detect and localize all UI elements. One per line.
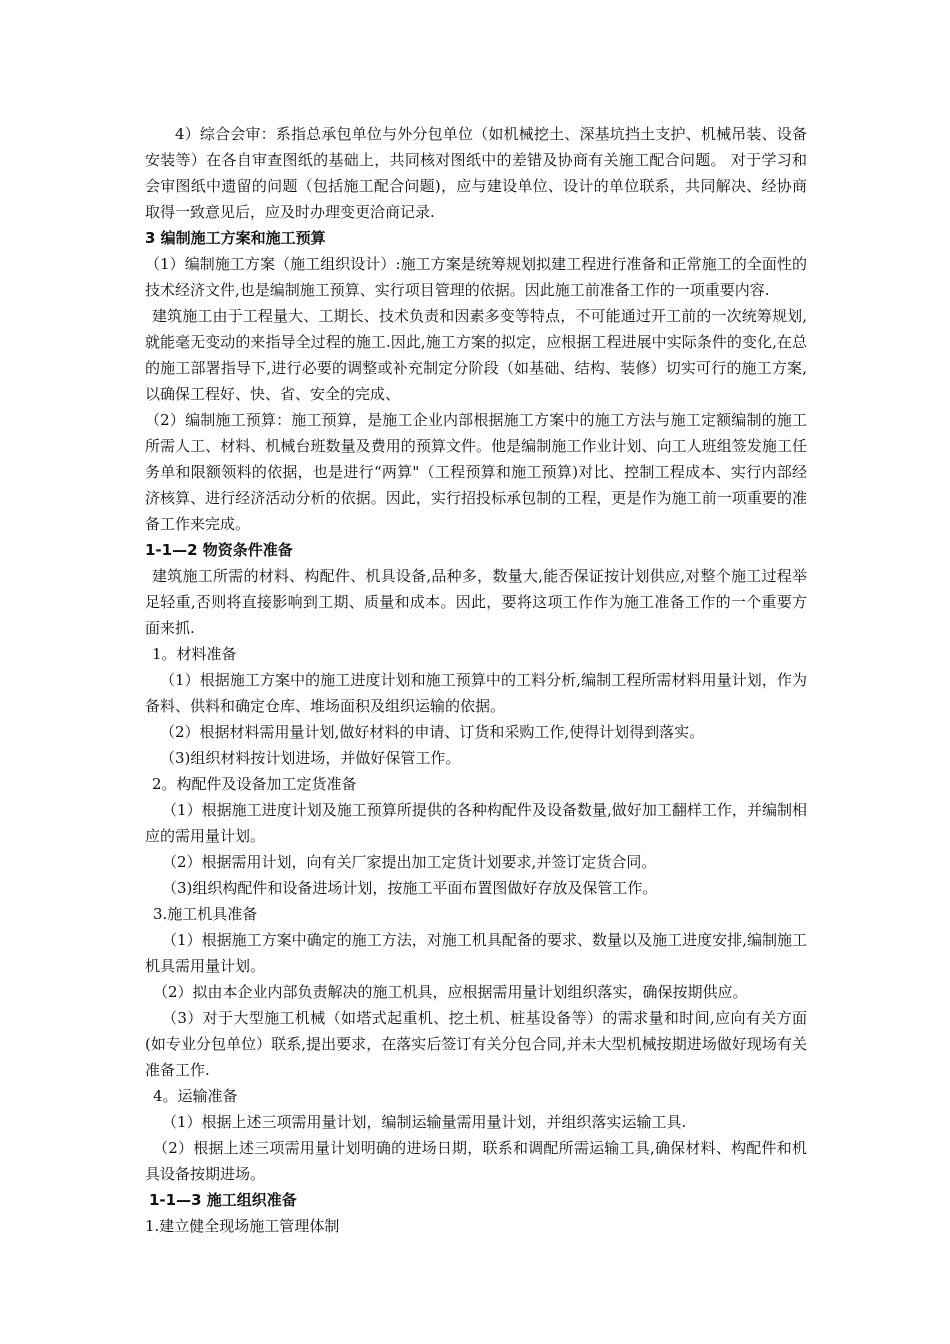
body-paragraph: （1）根据施工进度计划及施工预算所提供的各种构配件及设备数量,做好加工翻样工作，并编制相应的需用量计划。 xyxy=(145,801,807,845)
body-paragraph: 2。构配件及设备加工定货准备 xyxy=(152,775,357,793)
body-paragraph: 1。材料准备 xyxy=(152,645,237,663)
body-paragraph: （3）对于大型施工机械（如塔式起重机、挖土机、桩基设备等）的需求量和时间,应向有关方面(如专业分包单位）联系,提出要求，在落实后签订有关分包合同,并未大型机械按期进场做好现场有关准备工作. xyxy=(145,1009,807,1079)
body-paragraph: （1）根据施工方案中的施工进度计划和施工预算中的工料分析,编制工程所需材料用量计划，作为备料、供料和确定仓库、堆场面积及组织运输的依据。 xyxy=(145,671,807,715)
body-paragraph: 建筑施工由于工程量大、工期长、技术负责和因素多变等特点，不可能通过开工前的一次统筹规划,就能毫无变动的来指导全过程的施工.因此,施工方案的拟定，应根据工程进展中实际条件的变化,在总的施工部署指导下,进行必要的调整或补充制定分阶段（如基础、结构、装修）切实可行的施工方案,以确保工程好、快、省、安全的完成、 xyxy=(145,307,807,403)
body-paragraph: （1）根据上述三项需用量计划，编制运输量需用量计划，并组织落实运输工具. xyxy=(162,1113,687,1131)
body-paragraph: （2）根据材料需用量计划,做好材料的申请、订货和采购工作,使得计划得到落实。 xyxy=(160,723,705,741)
body-paragraph: （2）拟由本企业内部负责解决的施工机具，应根据需用量计划组织落实，确保按期供应。 xyxy=(153,983,748,1001)
body-paragraph: （3)组织材料按计划进场，并做好保管工作。 xyxy=(160,749,461,767)
body-paragraph: 建筑施工所需的材料、构配件、机具设备,品种多，数量大,能否保证按计划供应,对整个施工过程举足轻重,否则将直接影响到工期、质量和成本。因此，要将这项工作作为施工准备工作的一个重要方面来抓. xyxy=(145,567,807,637)
body-paragraph: （1）根据施工方案中确定的施工方法，对施工机具配备的要求、数量以及施工进度安排,编制施工机具需用量计划。 xyxy=(145,931,807,975)
body-paragraph: 1.建立健全现场施工管理体制 xyxy=(145,1217,340,1235)
body-paragraph: （3)组织构配件和设备进场计划，按施工平面布置图做好存放及保管工作。 xyxy=(162,879,658,897)
section-heading: 3 编制施工方案和施工预算 xyxy=(145,229,326,247)
section-heading: 1-1—2 物资条件准备 xyxy=(145,541,293,559)
body-paragraph: 4。运输准备 xyxy=(153,1087,238,1105)
body-paragraph: （2）编制施工预算：施工预算，是施工企业内部根据施工方案中的施工方法与施工定额编制的施工所需人工、材料、机械台班数量及费用的预算文件。他是编制施工作业计划、向工人班组签发施工任务单和限额领料的依据，也是进行“两算"（工程预算和施工预算)对比、控制工程成本、实行内部经济核算、进行经济活动分析的依据。因此，实行招投标承包制的工程，更是作为施工前一项重要的准备工作来完成。 xyxy=(145,411,807,533)
body-paragraph: （2）根据上述三项需用量计划明确的进场日期，联系和调配所需运输工具,确保材料、构配件和机具设备按期进场。 xyxy=(145,1139,807,1183)
body-paragraph: 4）综合会审：系指总承包单位与外分包单位（如机械挖土、深基坑挡土支护、机械吊装、设备安装等）在各自审查图纸的基础上，共同核对图纸中的差错及协商有关施工配合问题。 对于学习和会审图纸中遗留的问题（包括施工配合问题)，应与建设单位、设计的单位联系，共同解决、经协商取得一致意见后，应及时办理变更洽商记录. xyxy=(145,125,807,221)
body-paragraph: （2）根据需用计划，向有关厂家提出加工定货计划要求,并签订定货合同。 xyxy=(162,853,657,871)
section-heading: 1-1—3 施工组织准备 xyxy=(149,1191,297,1209)
body-paragraph: （1）编制施工方案（施工组织设计）:施工方案是统筹规划拟建工程进行准备和正常施工的全面性的技术经济文件,也是编制施工预算、实行项目管理的依据。因此施工前准备工作的一项重要内容. xyxy=(145,255,807,299)
document-page xyxy=(145,121,807,1239)
body-paragraph: 3.施工机具准备 xyxy=(153,905,258,923)
